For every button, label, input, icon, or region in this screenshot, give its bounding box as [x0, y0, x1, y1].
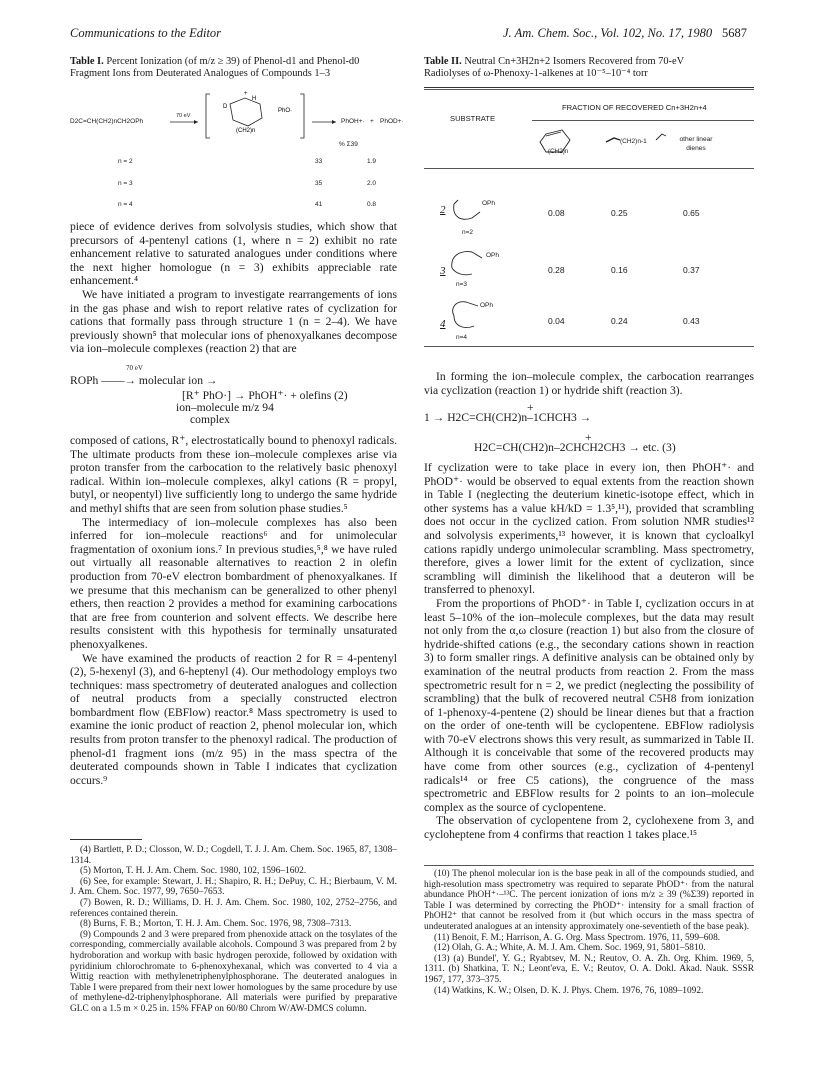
footnote: (14) Watkins, K. W.; Olsen, D. K. J. Phys. Chem. 1976, 76, 1089–1092. [434, 985, 704, 996]
table2-col3-label: other linear dienes [679, 136, 713, 152]
reaction-3-plus: + [585, 431, 592, 444]
footnote: (4) Bartlett, P. D.; Closson, W. D.; Cogdell, T. J. J. Am. Chem. Soc. 1965, 87, 1308–1314. [70, 845, 397, 866]
table2-head-fraction: FRACTION OF RECOVERED Cn+3H2n+4 [562, 103, 707, 112]
reaction-2-line1: ROPh ——→ molecular ion → [70, 374, 218, 387]
paragraph: composed of cations, R⁺, electrostatically bound to phenoxyl radicals. The ultimate products from these ion–molecule complexes arise via proton transfer from the carbocation to the relatively basic phenoxyl radical. Within ion–molecule complexes, alkyl cations (R = propyl, butyl, or neopentyl) live sufficiently long to undergo the same hydride and methyl shifts that are seen from solution phase studies.⁵ [70, 434, 397, 515]
cyclic-cation-ring [230, 98, 262, 126]
running-header-left: Communications to the Editor [70, 26, 222, 40]
footnote: (7) Bowen, R. D.; Williams, D. H. J. Am. Chem. Soc. 1980, 102, 2752–2756, and references contained therein. [70, 897, 397, 919]
table1-cell: 2.0 [367, 180, 377, 187]
chain-length-label: n=2 [462, 229, 474, 236]
footnote: (12) Olah, G. A.; White, A. M. J. Am. Chem. Soc. 1969, 91, 5801–5810. [434, 943, 706, 954]
table1-caption: Table I. Percent Ionization (of m/z ≥ 39) of Phenol-d1 and Phenol-d0 Fragment Ions from Deuterated Analogues of Compounds 1–3 [70, 56, 360, 79]
substituent-label: OPh [480, 302, 494, 309]
svg-text:PhO·: PhO· [278, 108, 293, 114]
reaction-2-line4: complex [190, 413, 230, 426]
chain-length-label: n=3 [456, 281, 468, 288]
reaction-2-line2: [R⁺ PhO·] → PhOH⁺· + olefins (2) [182, 389, 348, 402]
footnote: (11) Benoit, F. M.; Harrison, A. G. Org. Mass Spectrom. 1976, 11, 599–608. [434, 932, 721, 943]
paragraph: We have initiated a program to investigate rearrangements of ions in the gas phase and wish to report relative rates of cyclization for cations that formally pass through structure 1 (n = 2–4). We have previously shown⁵ that molecular ions of phenoxyalkanes decompose via ion–molecule complexes (reaction 2) that are [70, 287, 397, 356]
table2-cell: 0.65 [683, 208, 700, 218]
footnote: (5) Morton, T. H. J. Am. Chem. Soc. 1980, 102, 1596–1602. [80, 866, 307, 877]
svg-text:H: H [252, 96, 257, 102]
svg-text:+: + [244, 91, 248, 97]
table2-cell: 0.43 [683, 316, 700, 326]
table2-cell: 0.37 [683, 265, 700, 275]
footnote-divider [70, 839, 142, 840]
table2-head-substrate: SUBSTRATE [450, 114, 496, 123]
left-column-body [70, 434, 397, 787]
table1-reactant: D2C=CH(CH2)nCH2OPh [70, 118, 144, 125]
table1-scheme [70, 86, 420, 141]
table1-cell: 0.8 [367, 201, 377, 208]
table1-cell: 1.9 [367, 158, 377, 165]
paragraph: We have examined the products of reaction 2 for R = 4-pentenyl (2), 5-hexenyl (3), and 6-heptenyl (4). Our methodology employs two techniques: mass spectrometry of deuterated analogues and collection of neutral products from a specially constructed electron bombardment flow (EBFlow) reactor.⁸ Mass spectrometry is used to examine the ionic product of reaction 2, phenol molecular ion, which results from proton transfer to the phenoxyl radical. The production of phenol-d1 fragment ions (m/z 95) in the mass spectra of the deuterated compounds shown in Table I indicates that cyclization occurs.⁹ [70, 651, 397, 787]
substrate-2-structure [454, 204, 480, 219]
reaction-3-line2: H2C=CH(CH2)n–2CHCH2CH3 → etc. (3) [474, 441, 676, 454]
page-number: 5687 [722, 26, 747, 40]
table1-row-n: n = 2 [118, 158, 133, 165]
footnote: (8) Burns, F. B.; Morton, T. H. J. Am. Chem. Soc. 1976, 98, 7308–7313. [80, 919, 352, 930]
table2-caption: Table II. Neutral Cn+3H2n+2 Isomers Recovered from 70-eV Radiolyses of ω-Phenoxy-1-alkenes at 10⁻⁵–10⁻⁴ torr [424, 56, 684, 79]
compound-number: 3 [440, 265, 446, 277]
substituent-label: OPh [486, 252, 500, 259]
right-column-top [424, 370, 754, 397]
substrate-4-structure [453, 302, 478, 316]
compound-number: 4 [440, 318, 446, 330]
table1-row-n: n = 4 [118, 201, 133, 208]
svg-text:(CH2)n: (CH2)n [236, 128, 256, 134]
footnote: (9) Compounds 2 and 3 were prepared from phenoxide attack on the tosylates of the corresponding, commercially available alcohols. Compound 3 was prepared from 2 by hydroboration and workup with basic hydrogen peroxide, followed by oxidation with pyridinium chlorochromate to 6-phenoxyhexanal, which was converted to 4 via a Wittig reaction with methylenetriphenylphosphorane. The deuterated analogues in Table I were prepared from their next lower homologues by the same procedure by use of methylene-d2-triphenylphosphorane. All materials were purified by preparative GLC on a 1.5 m × 0.25 in. 15% FFAP on 60/80 Chrom W/AW-DMCS column. [70, 929, 397, 1014]
paragraph: If cyclization were to take place in every ion, then PhOH⁺· and PhOD⁺· would be observed to equal extents from the reaction shown in Table I (neglecting the deuterium kinetic-isotope effect, which in other systems has a value kH/kD = 1.3⁵,¹¹), provided that scrambling does not occur in the cyclized cation. From solution NMR studies¹² and solvolysis experiments,¹³ however, it is known that cycloalkyl cations rapidly undergo unimolecular scrambling. Mass spectrometry, therefore, gives a lower limit for the extent of cyclization, since scrambling will diminish the likelihood that a deuteron will be transferred to phenoxyl. [424, 461, 754, 597]
table1-plus: + [370, 118, 374, 125]
paragraph: In forming the ion–molecule complex, the carbocation rearranges via cyclization (reaction 1) or hydride shift (reaction 3). [424, 370, 754, 397]
substrate-3-structure [452, 252, 482, 268]
table1-arrow-label: 70 eV [176, 113, 191, 119]
table2-cell: 0.24 [611, 316, 628, 326]
table2-cell: 0.04 [548, 316, 565, 326]
footnote: (13) (a) Bundel', Y. G.; Ryabtsev, M. N.; Reutov, O. A. Zh. Org. Khim. 1969, 5, 1311. (b) Shatkina, T. N.; Leont'eva, E. V.; Reutov, O. A. Dokl. Akad. Nauk. SSSR 1967, 177, 373–375. [424, 953, 754, 985]
paragraph: The observation of cyclopentene from 2, cyclohexene from 3, and cycloheptene from 4 confirms that reaction 1 takes place.¹⁵ [424, 814, 754, 842]
footnotes-right [424, 869, 754, 996]
footnote: (6) See, for example: Stewart, J. H.; Shapiro, R. H.; DePuy, C. H.; Bierbaum, V. M. J. Am. Chem. Soc. 1977, 99, 7650–7653. [70, 876, 397, 898]
footnote-divider [424, 865, 754, 866]
reaction-2-arrow-label: 70 eV [126, 364, 143, 372]
table2-bottom-rule [424, 346, 754, 347]
compound-number: 2 [440, 204, 446, 216]
reaction-2-line3: ion–molecule m/z 94 [176, 401, 274, 414]
table2-cell: 0.16 [611, 265, 628, 275]
chain-length-label: n=4 [456, 334, 468, 341]
reaction-3-plus: + [527, 401, 534, 414]
table1-sum-label: % Σ39 [339, 141, 358, 148]
svg-text:D: D [223, 104, 228, 110]
paragraph: From the proportions of PhOD⁺· in Table I, cyclization occurs in at least 5–10% of the ion–molecule complexes, but the data may result not only from the α,ω closure (reaction 1) but also from the closure of hydride-shifted cations (e.g., the secondary cations shown in reaction 3) to form smaller rings. A definitive analysis can be obtained only by examination of the neutral products from reaction 2. From the mass spectrometric result for n = 2, we predict (neglecting the possibility of scrambling) that the bulk of recovered neutral C5H8 from ionization of 1-phenoxy-4-pentene (2) should be linear dienes but that a fraction on the order of one-tenth will be cyclopentene. EBFlow radiolysis with 70-eV electrons shows this very result, as summarized in Table II. Although it is conceivable that some of the recovered products may have come from other sources (e.g., cyclization of 4-pentenyl radicals¹⁴ or free C5 cations), the congruence of the mass spectrometric and EBFlow results for 2 points to an ion–molecule complex as the source of cyclopentene. [424, 596, 754, 814]
paragraph: The intermediacy of ion–molecule complexes has also been inferred for ion–molecule reactions⁶ and for unimolecular fragmentation of oxonium ions.⁷ In previous studies,⁵,⁸ we have ruled out virtually all reasonable alternatives to reaction 2 in olefin production from 70-eV electron bombardment of phenoxyalkanes. If we presume that this mechanism can be generalized to other phenyl ethers, then reaction 2 provides a method for examining carbocations that are free from counterion and solvent effects. We describe here results consistent with this hypothesis for terminally unsaturated phenoxyalkenes. [70, 515, 397, 651]
footnote: (10) The phenol molecular ion is the base peak in all of the compounds studied, and high-resolution mass spectrometry was required to separate PhOD⁺· from the natural abundance PhOH⁺·–¹³C. The percent ionization of ions m/z ≥ 39 (%Σ39) reported in Table I was determined by correcting the PhOD⁺· intensity for a small fraction of PhOH2⁺ that cannot be resolved from it (but which occurs in the mass spectra of undeuterated analogues at an intensity approximately one-seventieth of the base peak). [424, 869, 754, 932]
table2-cell: 0.25 [611, 208, 628, 218]
bracket-left [206, 94, 210, 138]
table1-cell: 33 [315, 158, 323, 165]
bracket-right [300, 94, 304, 138]
table2-cell: 0.28 [548, 265, 565, 275]
table1-row-n: n = 3 [118, 180, 133, 187]
paragraph: piece of evidence derives from solvolysis studies, which show that precursors of 4-pentenyl cations (1, where n = 2) exhibit no rate enhancement relative to saturated analogues under conditions where the next higher homologue (n = 3) exhibits appreciable rate enhancement.⁴ [70, 220, 397, 288]
table2-col2-label: (CH2)n-1 [620, 138, 647, 145]
right-column-body [424, 461, 754, 842]
table2-cell: 0.08 [548, 208, 565, 218]
journal-citation: J. Am. Chem. Soc., Vol. 102, No. 17, 1980 [503, 26, 713, 40]
diene-structure [606, 138, 620, 142]
reaction-3-line1: 1 → H2C=CH(CH2)n–1CHCH3 → [424, 411, 592, 424]
table1-product-phoh: PhOH+· [341, 118, 365, 125]
table1-cell: 35 [315, 180, 323, 187]
left-column-top [70, 220, 397, 356]
table1-cell: 41 [315, 201, 323, 208]
substituent-label: OPh [482, 200, 496, 207]
table1-product-phod: PhOD+· [380, 118, 404, 125]
table2-top-rule [424, 87, 754, 88]
footnotes-left [70, 845, 397, 1015]
table2-col1-label: (CH2)n [548, 148, 569, 155]
